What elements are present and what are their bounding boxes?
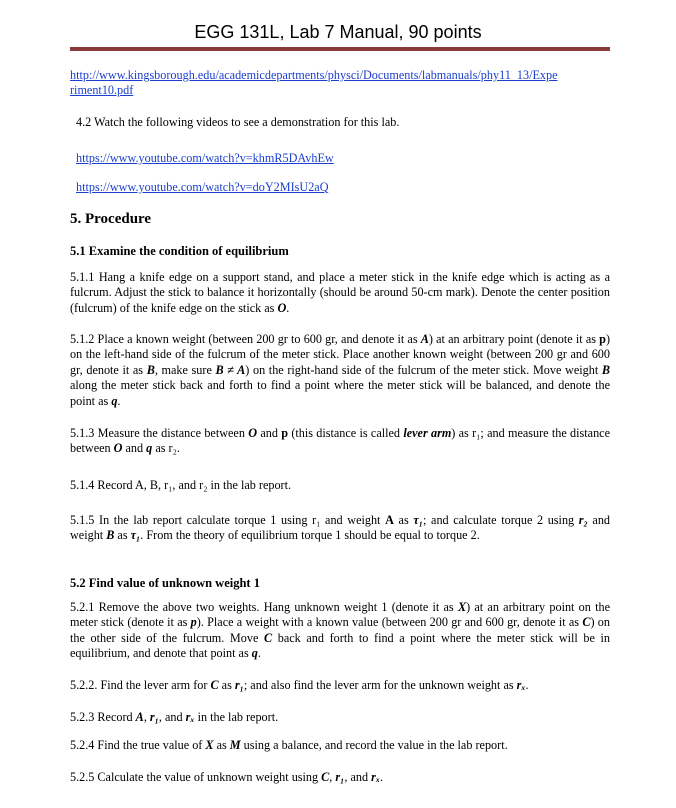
lab-manual-link[interactable] xyxy=(70,68,558,97)
procedure-heading: 5. Procedure xyxy=(70,211,152,227)
paragraph-5-1-4: 5.1.4 Record A, B, r₁, and r₂ in the lab report. xyxy=(70,478,292,492)
lab-manual-link-block xyxy=(70,68,610,99)
section-5-1-heading: 5.1 Examine the condition of equilibrium xyxy=(70,244,289,258)
paragraph-5-2-5: 5.2.5 Calculate the value of unknown weight using C, r₁, and rₓ. xyxy=(70,770,384,784)
video-link-2-block xyxy=(76,180,616,195)
header-rule xyxy=(70,47,610,51)
lab-manual-link-line1[interactable]: http://www.kingsborough.edu/academicdepartments/physci/Documents/labmanuals/phy11_13/Expe xyxy=(70,68,558,82)
paragraph-5-1-1: 5.1.1 Hang a knife edge on a support stand, and place a meter stick in the knife edge which is acting as a fulcrum. Adjust the stick to balance it horizontally (should be around 50-cm mark). Denote the center position (fulcrum) of the knife edge on the stick as O. xyxy=(70,270,610,315)
video-link-2[interactable]: https://www.youtube.com/watch?v=doY2MIsU2aQ xyxy=(76,180,329,194)
paragraph-5-1-2: 5.1.2 Place a known weight (between 200 gr to 600 gr, and denote it as A) at an arbitrary point (denote it as p) on the left-hand side of the fulcrum of the meter stick. Place another known weight (between 200 gr and 600 gr, denote it as B, make sure B ≠ A) on the right-hand side of the fulcrum of the meter stick. Move weight B along the meter stick back and forth to find a point where the meter stick will be balanced, and denote the point as q. xyxy=(70,332,611,408)
section-5-2-heading: 5.2 Find value of unknown weight 1 xyxy=(70,576,260,590)
paragraph-5-2-4: 5.2.4 Find the true value of X as M using a balance, and record the value in the lab report. xyxy=(70,738,508,752)
paragraph-5-2-1: 5.2.1 Remove the above two weights. Hang unknown weight 1 (denote it as X) at an arbitrary point on the meter stick (denote it as p). Place a weight with a known value (between 200 gr and 600 gr, denote it as C) on the other side of the fulcrum. Move C back and forth to find a point where the meter stick will be in equilibrium, and denote that point as q. xyxy=(70,600,611,661)
page-title: EGG 131L, Lab 7 Manual, 90 points xyxy=(194,22,482,42)
lab-manual-link-line2[interactable]: riment10.pdf xyxy=(70,83,134,98)
video-link-1-block xyxy=(76,151,616,166)
paragraph-5-2-2: 5.2.2. Find the lever arm for C as r₁; and also find the lever arm for the unknown weight as rₓ. xyxy=(70,678,529,692)
paragraph-5-1-3: 5.1.3 Measure the distance between O and p (this distance is called lever arm) as r₁; and measure the distance between O and q as r₂. xyxy=(70,426,610,456)
video-link-1[interactable]: https://www.youtube.com/watch?v=khmR5DAvhEw xyxy=(76,151,334,165)
paragraph-5-2-3: 5.2.3 Record A, r₁, and rₓ in the lab report. xyxy=(70,710,279,724)
section-4-2-text: 4.2 Watch the following videos to see a demonstration for this lab. xyxy=(76,115,400,129)
paragraph-5-1-5: 5.1.5 In the lab report calculate torque 1 using r₁ and weight A as τ₁; and calculate torque 2 using r₂ and weight B as τ₁. From the theory of equilibrium torque 1 should be equal to torque 2. xyxy=(70,513,611,543)
